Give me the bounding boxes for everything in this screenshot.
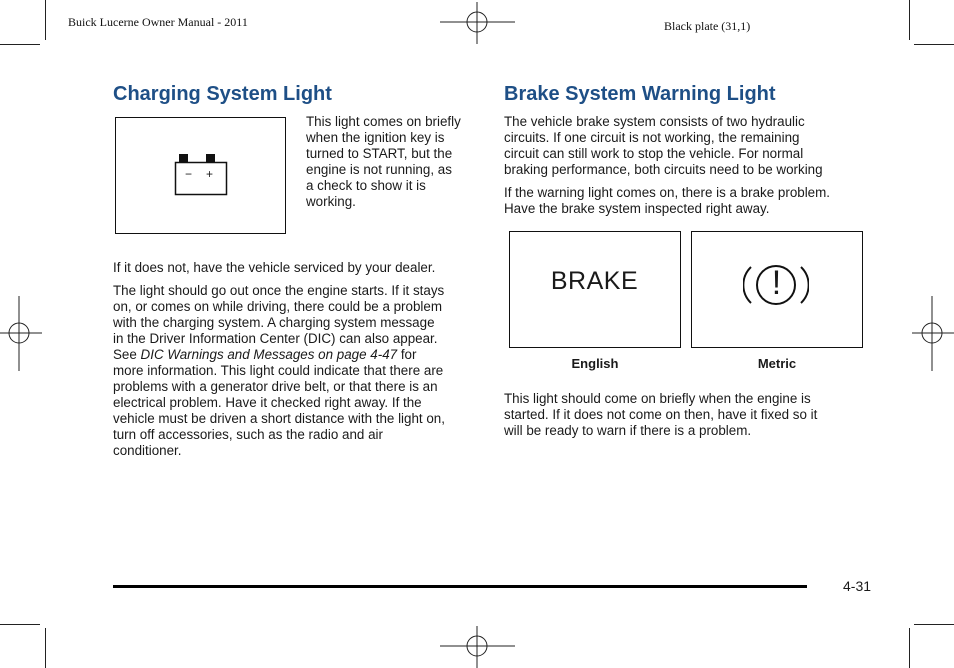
page-number: 4-31 — [843, 578, 872, 594]
brake-system-heading: Brake System Warning Light — [504, 83, 776, 105]
text-line: The light should go out once the engine starts. If it stays — [113, 283, 445, 298]
text-line: circuit can still work to stop the vehicle. For normal — [504, 146, 804, 161]
caption-english: English — [571, 356, 619, 371]
text-line: If the warning light comes on, there is a brake problem. — [504, 185, 831, 200]
text-line: electrical problem. Have it checked right away. If the — [113, 395, 422, 410]
text-line: circuits. If one circuit is not working, the remaining — [504, 130, 800, 145]
charging-system-heading: Charging System Light — [113, 83, 332, 105]
text-line: in the Driver Information Center (DIC) can also appear. — [113, 331, 438, 346]
header-manual-title: Buick Lucerne Owner Manual - 2011 — [68, 15, 248, 29]
text-line: turn off accessories, such as the radio and air — [113, 427, 383, 442]
brake-metric-symbol-box — [691, 231, 863, 348]
brake-exclamation-mark: ! — [771, 264, 782, 302]
crop-mark-top-left-h — [0, 44, 40, 45]
text-line: vehicle must be driven a short distance with the light on, — [113, 411, 445, 426]
charging-paragraph-1: If it does not, have the vehicle serviced by your dealer. — [113, 260, 436, 275]
text-line: engine is not running, as — [306, 162, 452, 177]
caption-metric: Metric — [757, 356, 797, 371]
crop-mark-bottom-right-v — [909, 628, 910, 668]
charging-paragraph-2 — [113, 283, 488, 459]
crop-mark-bottom-left-v — [45, 628, 46, 668]
text-line: conditioner. — [113, 443, 182, 458]
crop-mark-top-right-v — [909, 0, 910, 40]
registration-mark-top — [440, 2, 515, 44]
brake-english-symbol-box — [509, 231, 681, 348]
text-line: more information. This light could indicate that there are — [113, 363, 444, 378]
for-text: for — [397, 347, 417, 362]
text-line: started. If it does not come on then, have it fixed so it — [504, 407, 818, 422]
registration-mark-right — [912, 296, 954, 371]
brake-word-symbol: BRAKE — [550, 267, 639, 295]
battery-illustration-box — [115, 117, 286, 234]
brake-paragraph-3 — [504, 391, 874, 439]
text-line: when the ignition key is — [306, 130, 445, 145]
text-line: Have the brake system inspected right away. — [504, 201, 770, 216]
text-line: a check to show it is — [306, 178, 426, 193]
footer-rule — [113, 585, 807, 588]
text-line: problems with a generator drive belt, or that there is an — [113, 379, 438, 394]
text-line-with-link — [113, 347, 488, 363]
brake-paragraph-2 — [504, 185, 874, 217]
crop-mark-bottom-left-h — [0, 624, 40, 625]
text-line: This light comes on briefly — [306, 114, 461, 129]
registration-mark-bottom — [440, 626, 515, 668]
text-line: turned to START, but the — [306, 146, 453, 161]
battery-plus-label: + — [206, 167, 214, 181]
charging-intro-text — [306, 114, 486, 210]
crop-mark-bottom-right-h — [914, 624, 954, 625]
text-line: with the charging system. A charging system message — [113, 315, 435, 330]
text-line: The vehicle brake system consists of two hydraulic — [504, 114, 805, 129]
see-text: See — [113, 347, 141, 362]
text-line: will be ready to warn if there is a problem. — [504, 423, 752, 438]
header-plate-label: Black plate (31,1) — [664, 19, 751, 33]
battery-minus-label: − — [185, 167, 193, 181]
dic-warnings-link[interactable]: DIC Warnings and Messages on page 4-47 — [140, 347, 398, 362]
crop-mark-top-left-v — [45, 0, 46, 40]
brake-paragraph-1 — [504, 114, 874, 178]
registration-mark-left — [0, 296, 42, 371]
text-line: braking performance, both circuits need to be working — [504, 162, 823, 177]
battery-icon — [173, 152, 229, 198]
text-line: on, or comes on while driving, there could be a problem — [113, 299, 442, 314]
crop-mark-top-right-h — [914, 44, 954, 45]
text-line: This light should come on briefly when the engine is — [504, 391, 811, 406]
text-line: working. — [306, 194, 356, 209]
